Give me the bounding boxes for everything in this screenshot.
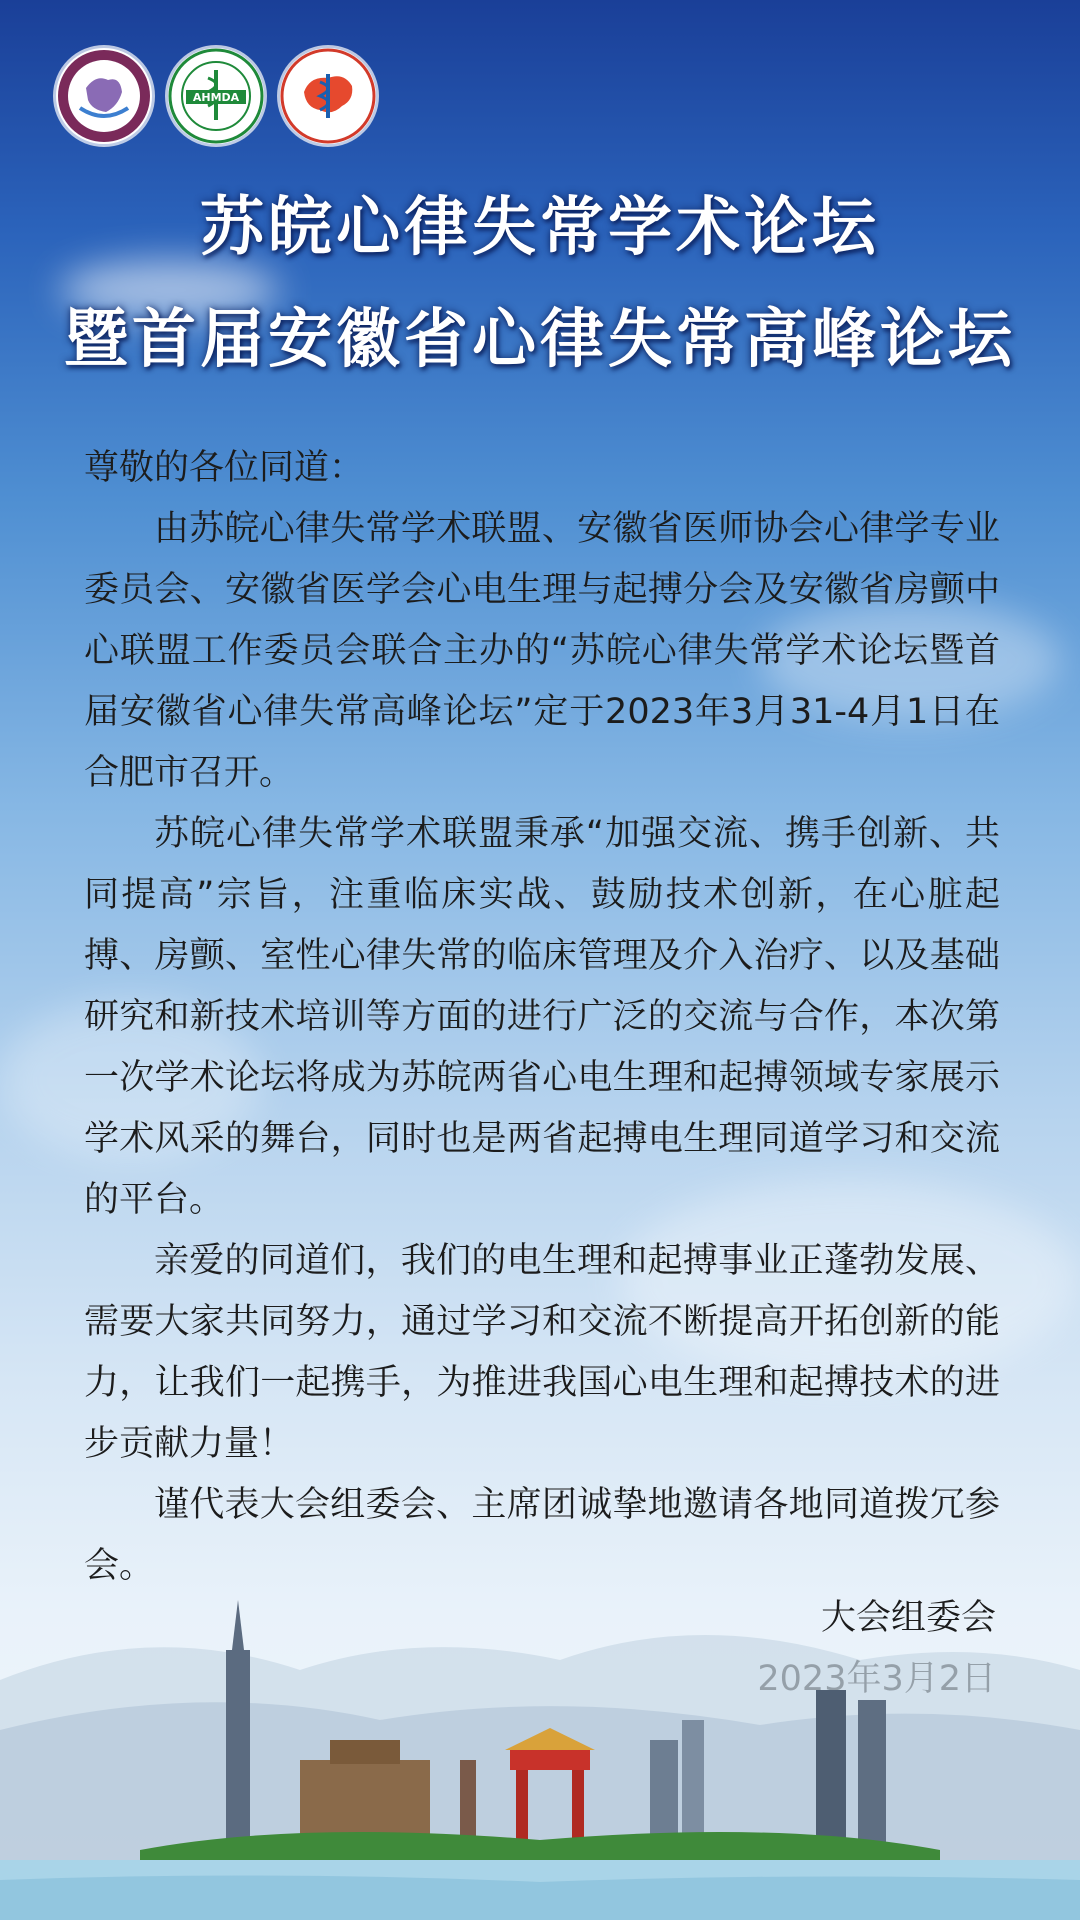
ahmda-seal-icon <box>168 48 264 144</box>
paragraph-alliance-mission: 苏皖心律失常学术联盟秉承“加强交流、携手创新、共同提高”宗旨，注重临床实战、鼓励技术创新，在心脏起搏、房颤、室性心律失常的临床管理及介入治疗、以及基础研究和新技术培训等方面的进行广泛的交流与合作，本次第一次学术论坛将成为苏皖两省心电生理和起搏领域专家展示学术风采的舞台，同时也是两省起搏电生理同道学习和交流的平台。 <box>84 814 1000 1220</box>
alliance-seal-icon <box>56 48 152 144</box>
ahmda-logo <box>168 48 264 144</box>
anhui-medical-association-logo <box>280 48 376 144</box>
china-map-seal-icon <box>280 48 376 144</box>
paragraph-invitation: 谨代表大会组委会、主席团诚挚地邀请各地同道拨冗参会。 <box>84 1485 1000 1586</box>
ahmda-logo-text: AHMDA <box>192 91 240 104</box>
forum-title: 苏皖心律失常学术论坛 <box>200 191 880 265</box>
invitation-letter <box>84 438 1000 1597</box>
signature: 大会组委会 <box>820 1598 996 1638</box>
greeting: 尊敬的各位同道： <box>84 448 365 488</box>
logo-row <box>56 48 376 144</box>
city-skyline-illustration <box>0 1560 1080 1920</box>
forum-subtitle: 暨首届安徽省心律失常高峰论坛 <box>64 303 1016 377</box>
paragraph-organizers: 由苏皖心律失常学术联盟、安徽省医师协会心律学专业委员会、安徽省医学会心电生理与起搏分会及安徽省房颤中心联盟工作委员会联合主办的“苏皖心律失常学术论坛暨首届安徽省心律失常高峰论坛”定于2023年3月31-4月1日在合肥市召开。 <box>84 509 1000 793</box>
suwan-arrhythmia-alliance-logo <box>56 48 152 144</box>
paragraph-call-to-colleagues: 亲爱的同道们，我们的电生理和起搏事业正蓬勃发展、需要大家共同努力，通过学习和交流不断提高开拓创新的能力，让我们一起携手，为推进我国心电生理和起搏技术的进步贡献力量！ <box>84 1241 1000 1464</box>
